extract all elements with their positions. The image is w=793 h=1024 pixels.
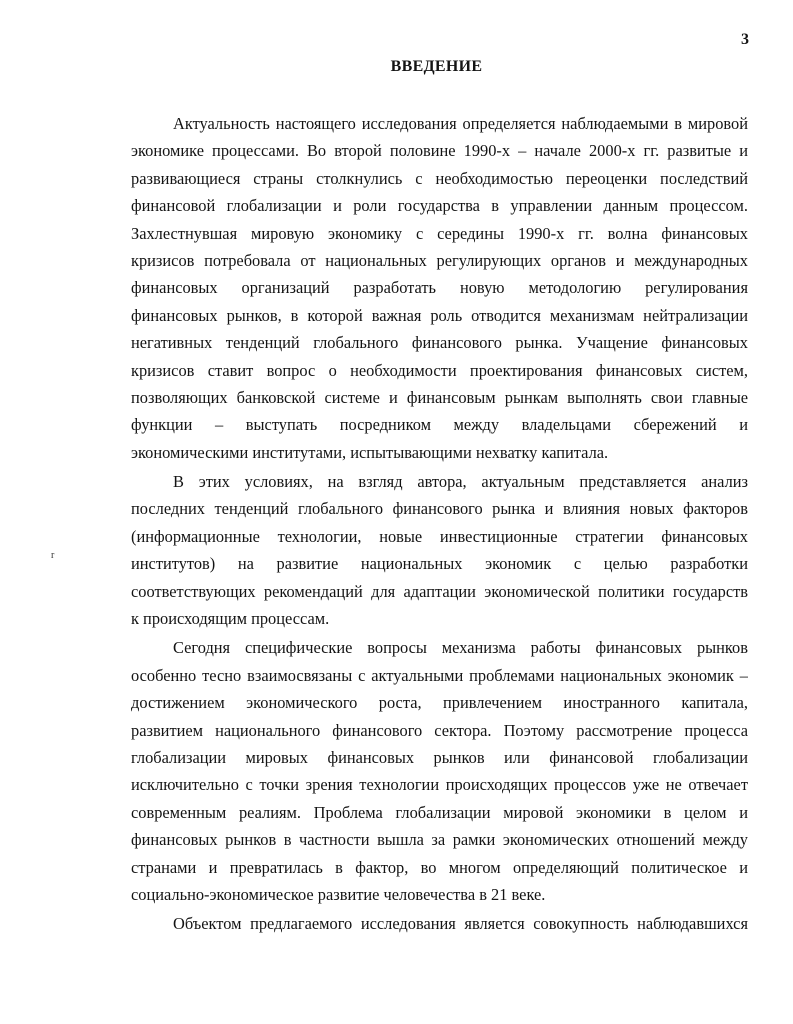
text-line: современным реалиям. Проблема глобализации мировой экономики в целом и: [131, 802, 748, 822]
text-line: последних тенденций глобального финансового рынка и влияния новых факторов: [131, 499, 748, 519]
text-line: Захлестнувшая мировую экономику с середины 1990-х гг. волна финансовых: [131, 223, 748, 243]
text-line: достижением экономического роста, привлечением иностранного капитала,: [131, 693, 748, 713]
text-line: финансовых рынков в частности вышла за рамки экономических отношений между: [131, 830, 748, 850]
text-line: финансовой глобализации и роли государства в управлении данным процессом.: [131, 196, 748, 216]
text-line: особенно тесно взаимосвязаны с актуальными проблемами национальных экономик –: [131, 665, 748, 685]
text-line: экономическими институтами, испытывающими нехватку капитала.: [131, 442, 609, 462]
text-line: странами и превратилась в фактор, во многом определяющий политическое и: [131, 857, 748, 877]
text-line: кризисов потребовала от национальных регулирующих органов и международных: [131, 250, 748, 270]
text-line: соответствующих рекомендаций для адаптации экономической политики государств: [131, 581, 748, 601]
text-line: позволяющих банковской системе и финансовым рынкам выполнять свои главные: [131, 387, 748, 407]
text-line: к происходящим процессам.: [131, 609, 330, 629]
text-line: Объектом предлагаемого исследования является совокупность наблюдавшихся: [173, 914, 748, 934]
text-line: (информационные технологии, новые инвестиционные стратегии финансовых: [131, 526, 748, 546]
text-line: исключительно с точки зрения технологии происходящих процессов уже не отвечает: [131, 775, 748, 795]
paragraph: [131, 910, 748, 937]
text-line: финансовых рынков, в которой важная роль отводится механизмам нейтрализации: [131, 305, 748, 325]
page-title: ВВЕДЕНИЕ: [390, 58, 483, 75]
text-line: негативных тенденций глобального финансового рынка. Учащение финансовых: [131, 333, 748, 353]
stray-mark: r: [51, 550, 55, 561]
text-line: социально-экономическое развитие человечества в 21 веке.: [131, 884, 546, 904]
text-line: глобализации мировых финансовых рынков или финансовой глобализации: [131, 747, 748, 767]
page-number: 3: [741, 31, 749, 48]
text-line: кризисов ставит вопрос о необходимости проектирования финансовых систем,: [131, 360, 748, 380]
paragraph: [131, 468, 748, 632]
body-text: [131, 110, 748, 938]
text-line: развивающиеся страны столкнулись с необходимостью переоценки последствий: [131, 168, 748, 188]
text-line: Актуальность настоящего исследования определяется наблюдаемыми в мировой: [173, 114, 748, 133]
text-line: финансовых организаций разработать новую методологию регулирования: [131, 278, 748, 298]
text-line: Сегодня специфические вопросы механизма работы финансовых рынков: [173, 638, 748, 658]
text-line: функции – выступать посредником между владельцами сбережений и: [131, 415, 748, 435]
text-line: институтов) на развитие национальных экономик с целью разработки: [131, 554, 748, 574]
text-line: развитием национального финансового сектора. Поэтому рассмотрение процесса: [131, 720, 748, 740]
paragraph: [131, 634, 748, 908]
text-line: В этих условиях, на взгляд автора, актуальным представляется анализ: [173, 472, 748, 492]
text-line: экономике процессами. Во второй половине 1990-х – начале 2000-х гг. развитые и: [131, 141, 748, 161]
paragraph: [131, 110, 748, 466]
